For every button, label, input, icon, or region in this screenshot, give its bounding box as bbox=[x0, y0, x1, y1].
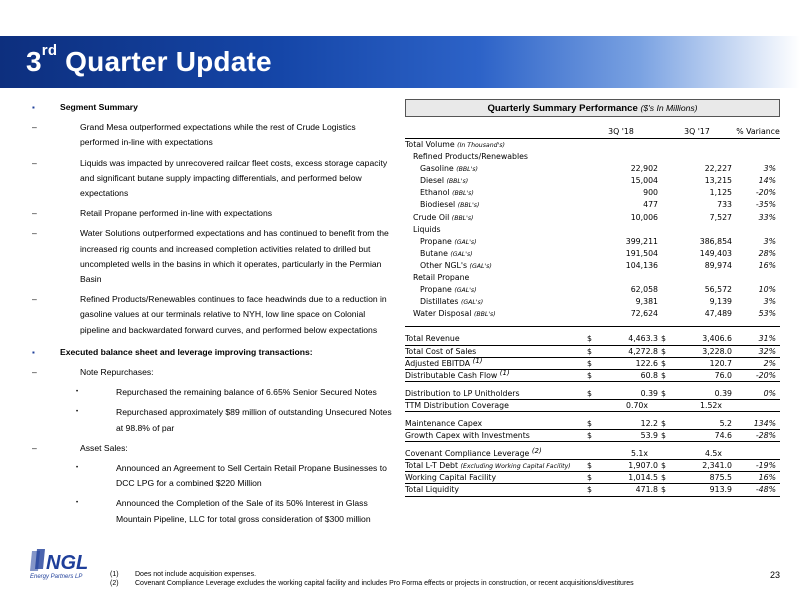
row-label: Propane (GAL's) bbox=[420, 236, 477, 246]
value-variance: 53% bbox=[758, 309, 776, 319]
value-3q17: 3,406.6 bbox=[702, 334, 732, 344]
row-unit: (BBL's) bbox=[456, 166, 478, 174]
value-variance: -20% bbox=[755, 188, 776, 198]
value-3q17: 1.52x bbox=[700, 400, 722, 410]
table-row bbox=[405, 308, 780, 320]
col-header-3q17: 3Q '17 bbox=[661, 126, 733, 139]
table-row bbox=[405, 388, 780, 400]
dollar-sign: $ bbox=[661, 461, 666, 471]
table-row bbox=[405, 418, 780, 430]
list-item: • Announced an Agreement to Sell Certain Retail Propane Businesses to DCC LPG for a combined $220 Million bbox=[76, 463, 387, 489]
table-row bbox=[405, 151, 780, 163]
table-header bbox=[405, 126, 780, 139]
row-unit: (GAL's) bbox=[454, 238, 477, 246]
table-row bbox=[405, 333, 780, 345]
value-variance: 3% bbox=[763, 236, 776, 246]
footnote-ref: (2) bbox=[531, 447, 542, 456]
footnote-ref: (1) bbox=[472, 356, 483, 365]
value-3q18: 4,272.8 bbox=[628, 346, 658, 356]
row-label: Propane (GAL's) bbox=[420, 285, 477, 295]
dollar-sign: $ bbox=[661, 418, 666, 428]
row-label: Gasoline (BBL's) bbox=[420, 164, 478, 174]
table-row bbox=[405, 248, 780, 260]
row-unit: (GAL's) bbox=[450, 250, 473, 258]
value-3q17: 22,227 bbox=[704, 164, 732, 174]
row-label: Diesel (BBL's) bbox=[420, 176, 469, 186]
value-variance: 10% bbox=[758, 285, 776, 295]
footnote-ref: (1) bbox=[499, 368, 510, 377]
row-label: Distributable Cash Flow (1) bbox=[405, 368, 510, 380]
table-row bbox=[405, 484, 780, 496]
col-header-3q18: 3Q '18 bbox=[585, 126, 657, 139]
value-variance: -19% bbox=[755, 461, 776, 471]
list-item: – Refined Products/Renewables continues to face headwinds due to a reduction in gasoline values at our terminals relative to NYH, low line space on Colonial pipeline and backwardated forward curves, and performed below expectations bbox=[32, 294, 387, 335]
row-label: Other NGL's (GAL's) bbox=[420, 260, 492, 270]
table-row: Total Volume (In Thousand's) bbox=[405, 140, 505, 149]
row-label: Crude Oil (BBL's) bbox=[413, 212, 474, 222]
row-label: Liquids bbox=[413, 224, 441, 234]
col-header-variance: % Variance bbox=[736, 126, 780, 139]
value-3q18: 122.6 bbox=[635, 358, 658, 368]
footnote: (2) Covenant Compliance Leverage excludes the working capital facility and includes Pro Forma effects or projects in construction, or recent acquisitions/divestitures bbox=[110, 580, 634, 587]
dollar-sign: $ bbox=[587, 346, 592, 356]
summary-table bbox=[405, 126, 780, 497]
dollar-sign: $ bbox=[661, 431, 666, 441]
value-3q18: 10,006 bbox=[630, 212, 658, 222]
value-3q17: 2,341.0 bbox=[702, 461, 732, 471]
dollar-sign: $ bbox=[661, 485, 666, 495]
row-label: Total Cost of Sales bbox=[405, 346, 477, 356]
footnotes bbox=[110, 570, 634, 588]
row-label: Total L-T Debt (Excluding Working Capital Facility) bbox=[405, 461, 571, 471]
list-item: – Asset Sales: bbox=[32, 442, 128, 453]
value-variance: 31% bbox=[758, 334, 776, 344]
row-label: Biodiesel (BBL's) bbox=[420, 200, 480, 210]
list-item: – Note Repurchases: bbox=[32, 367, 154, 378]
executed-heading: ▪ Executed balance sheet and leverage improving transactions: bbox=[32, 346, 313, 357]
value-3q18: 4,463.3 bbox=[628, 334, 658, 344]
value-3q18: 1,907.0 bbox=[628, 461, 658, 471]
dollar-sign: $ bbox=[587, 418, 592, 428]
value-3q17: 149,403 bbox=[699, 248, 732, 258]
table-row bbox=[405, 370, 780, 382]
row-unit: (BBL's) bbox=[457, 202, 480, 210]
value-variance: 28% bbox=[758, 248, 776, 258]
value-3q18: 53.9 bbox=[640, 431, 658, 441]
dollar-sign: $ bbox=[587, 370, 592, 380]
row-unit: (GAL's) bbox=[469, 262, 492, 270]
value-variance: 16% bbox=[758, 473, 776, 483]
table-row bbox=[405, 260, 780, 272]
table-row bbox=[405, 212, 780, 224]
row-label: Maintenance Capex bbox=[405, 418, 483, 428]
value-variance: 134% bbox=[753, 418, 776, 428]
dollar-sign: $ bbox=[587, 334, 592, 344]
row-label: Water Disposal (BBL's) bbox=[413, 309, 496, 319]
value-3q18: 104,136 bbox=[625, 260, 658, 270]
value-3q18: 399,211 bbox=[625, 236, 658, 246]
list-item: – Water Solutions outperformed expectations and has continued to benefit from the increased rig counts and increased completion activities related to drilled but uncompleted wells in the basins in which it operates, particularly in the Permian Basin bbox=[32, 228, 389, 285]
dollar-sign: $ bbox=[661, 388, 666, 398]
dollar-sign: $ bbox=[587, 388, 592, 398]
table-row bbox=[405, 272, 780, 284]
value-3q18: 0.39 bbox=[640, 388, 658, 398]
dollar-sign: $ bbox=[661, 346, 666, 356]
row-unit: (GAL's) bbox=[460, 299, 484, 307]
logo-text: NGL bbox=[46, 552, 89, 574]
table-row bbox=[405, 236, 780, 248]
value-3q18: 60.8 bbox=[640, 370, 658, 380]
row-label: TTM Distribution Coverage bbox=[405, 400, 509, 410]
dollar-sign: $ bbox=[661, 370, 666, 380]
table-row bbox=[405, 224, 780, 236]
table-row bbox=[405, 187, 780, 199]
dollar-sign: $ bbox=[587, 431, 592, 441]
row-label: Distribution to LP Unitholders bbox=[405, 388, 520, 398]
table-row bbox=[405, 460, 780, 472]
row-label: Ethanol (BBL's) bbox=[420, 188, 474, 198]
value-3q18: 72,624 bbox=[630, 309, 658, 319]
value-3q17: 0.39 bbox=[714, 388, 732, 398]
table-row bbox=[405, 448, 780, 460]
list-item: • Announced the Completion of the Sale of its 50% Interest in Glass Mountain Pipeline, LLC for total gross consideration of $300 million bbox=[76, 498, 371, 524]
value-3q18: 1,014.5 bbox=[628, 473, 658, 483]
row-unit: (BBL's) bbox=[452, 190, 474, 198]
value-variance: 33% bbox=[758, 212, 776, 222]
table-row bbox=[405, 400, 780, 412]
value-3q17: 386,854 bbox=[699, 236, 732, 246]
value-3q17: 7,527 bbox=[709, 212, 732, 222]
table-row bbox=[405, 430, 780, 442]
dollar-sign: $ bbox=[587, 473, 592, 483]
value-variance: 0% bbox=[763, 388, 776, 398]
dollar-sign: $ bbox=[661, 358, 666, 368]
list-item: – Retail Propane performed in-line with expectations bbox=[32, 208, 273, 219]
row-label: Growth Capex with Investments bbox=[405, 431, 530, 441]
dollar-sign: $ bbox=[587, 358, 592, 368]
value-3q17: 5.2 bbox=[719, 418, 732, 428]
value-variance: -35% bbox=[755, 200, 776, 210]
table-row bbox=[405, 472, 780, 484]
dollar-sign: $ bbox=[661, 473, 666, 483]
table-row bbox=[405, 199, 780, 211]
value-variance: -48% bbox=[755, 485, 776, 495]
value-3q17: 76.0 bbox=[714, 370, 732, 380]
value-3q18: 0.70x bbox=[626, 400, 648, 410]
segment-summary-heading: ▪ Segment Summary bbox=[32, 102, 138, 112]
value-3q18: 22,902 bbox=[630, 164, 658, 174]
value-3q18: 477 bbox=[643, 200, 658, 210]
dollar-sign: $ bbox=[587, 485, 592, 495]
value-3q17: 3,228.0 bbox=[702, 346, 732, 356]
table-row bbox=[405, 163, 780, 175]
table-title: Quarterly Summary Performance ($'s In Millions) bbox=[405, 99, 780, 117]
value-3q18: 15,004 bbox=[630, 176, 658, 186]
row-unit: (BBL's) bbox=[451, 214, 474, 222]
logo-tagline: Energy Partners LP bbox=[30, 574, 83, 580]
row-unit: (BBL's) bbox=[446, 178, 469, 186]
value-3q18: 62,058 bbox=[630, 285, 658, 295]
value-3q18: 191,504 bbox=[625, 248, 658, 258]
list-item: – Liquids was impacted by unrecovered railcar fleet costs, excess storage capacity and significant butane supply impacting differentials, and performed below expectations bbox=[32, 157, 388, 199]
value-3q18: 471.8 bbox=[635, 485, 658, 495]
dollar-sign: $ bbox=[661, 334, 666, 344]
row-unit: (GAL's) bbox=[454, 287, 477, 295]
row-label: Total Revenue bbox=[405, 334, 460, 344]
value-variance: -20% bbox=[755, 370, 776, 380]
value-3q18: 12.2 bbox=[640, 418, 658, 428]
page-number: 23 bbox=[769, 570, 780, 580]
table-row bbox=[405, 284, 780, 296]
footnote: (1) Does not include acquisition expenses. bbox=[110, 571, 257, 578]
value-3q17: 120.7 bbox=[709, 358, 732, 368]
list-item: • Repurchased approximately $89 million of outstanding Unsecured Notes at 98.8% of par bbox=[76, 407, 392, 433]
value-3q17: 9,139 bbox=[709, 297, 732, 307]
value-3q18: 9,381 bbox=[635, 297, 658, 307]
value-variance: 3% bbox=[763, 297, 776, 307]
value-variance: 14% bbox=[758, 176, 776, 186]
value-3q17: 89,974 bbox=[704, 260, 732, 270]
value-3q17: 56,572 bbox=[704, 285, 732, 295]
list-item: • Repurchased the remaining balance of 6.65% Senior Secured Notes bbox=[76, 387, 377, 398]
value-3q17: 875.5 bbox=[709, 473, 732, 483]
value-3q17: 733 bbox=[717, 200, 732, 210]
row-label: Adjusted EBITDA (1) bbox=[405, 356, 483, 368]
value-variance: -28% bbox=[755, 431, 776, 441]
table-row bbox=[405, 175, 780, 187]
row-label: Butane (GAL's) bbox=[420, 248, 473, 258]
row-label: Refined Products/Renewables bbox=[413, 152, 528, 162]
left-column bbox=[28, 100, 393, 527]
value-3q17: 913.9 bbox=[709, 485, 732, 495]
value-3q17: 13,215 bbox=[704, 176, 732, 186]
list-item: – Grand Mesa outperformed expectations while the rest of Crude Logistics performed in-line with expectations bbox=[32, 122, 356, 148]
table-row bbox=[405, 296, 780, 308]
row-label: Total Liquidity bbox=[405, 485, 460, 495]
value-3q18: 5.1x bbox=[630, 449, 648, 459]
value-variance: 2% bbox=[763, 358, 776, 368]
title-banner bbox=[0, 36, 800, 88]
row-label: Working Capital Facility bbox=[405, 473, 497, 483]
row-label: Retail Propane bbox=[413, 273, 470, 283]
value-3q18: 900 bbox=[643, 188, 658, 198]
row-unit: (BBL's) bbox=[473, 311, 496, 319]
row-label: Covenant Compliance Leverage (2) bbox=[405, 447, 542, 459]
value-variance: 3% bbox=[763, 164, 776, 174]
row-unit: (Excluding Working Capital Facility) bbox=[460, 463, 571, 471]
value-3q17: 1,125 bbox=[709, 188, 732, 198]
value-3q17: 47,489 bbox=[704, 309, 732, 319]
value-variance: 32% bbox=[758, 346, 776, 356]
table-row bbox=[405, 358, 780, 370]
value-3q17: 74.6 bbox=[714, 431, 732, 441]
value-variance: 16% bbox=[758, 260, 776, 270]
value-3q17: 4.5x bbox=[704, 449, 722, 459]
table-row bbox=[405, 346, 780, 358]
page-title: 3rd Quarter Update bbox=[26, 42, 272, 77]
dollar-sign: $ bbox=[587, 461, 592, 471]
row-label: Distillates (GAL's) bbox=[420, 297, 484, 307]
